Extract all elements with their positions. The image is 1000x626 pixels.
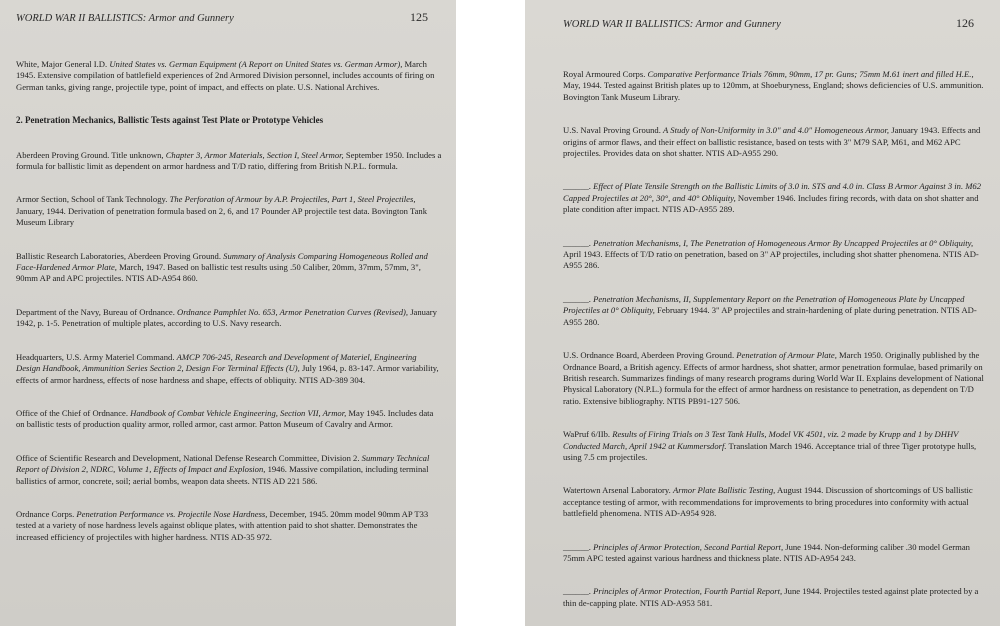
entry-title: Armor Plate Ballistic Testing, [672,485,776,496]
entry-description: March 1945. Extensive compilation of battlefield experiences of 2nd Armored Division personnel, includes accounts of firing on German tanks, giving range, projectile type, point of impact, and effects on plate. U.S. National Archives. [16,59,435,92]
entry-author: U.S. Naval Proving Ground. [563,125,661,136]
running-title: WORLD WAR II BALLISTICS: Armor and Gunnery [563,19,781,30]
bibliography-entry [16,408,442,431]
entry-title: Penetration of Armour Plate, [736,350,837,361]
bibliography-entry [16,150,442,173]
entry-author: WaPruf 6/IIb. [563,429,611,440]
section-heading: 2. Penetration Mechanics, Ballistic Tests against Test Plate or Prototype Vehicles [16,115,324,126]
entry-title: Results of Firing Trials on 3 Test Tank Hulls, Model VK 4501, viz. 2 made by Krupp and 1 by DHHV Conducted March, April 1942 at Kummersdorf. [563,429,959,451]
entry-description: March 1950. Originally published by the Ordnance Board, a British agency. Effects of armor hardness, shot shatter, armor penetration formulae, based primarily on British research. Summarizes findings of many research programs during World War II. Explains development of National Physical Laboratory (N.P.L.) formula for the effect of armor hardness on resistance to penetration, as dependent on T/D ratio. Extensive bibliography. NTIS PB91-127 506. [563,350,984,406]
entry-title: Principles of Armor Protection, Fourth Partial Report, [593,586,783,597]
bibliography-entry [563,586,988,609]
page-number: 126 [956,16,974,30]
entry-description: December, 1945. 20mm model 90mm AP T33 tested at a variety of nose hardness levels against oblique plates, with attention paid to shot shatter. Demonstrates the increased efficiency of projectiles with higher hardness. NTIS AD-35 972. [16,508,429,542]
entry-author: Royal Armoured Corps. [563,69,646,79]
entry-author: Headquarters, U.S. Army Materiel Command. [16,351,175,362]
entry-author: ______. [563,293,591,304]
running-header [563,16,988,31]
entry-title: Penetration Performance vs. Projectile Nose Hardness, [76,508,268,519]
entry-title: Summary of Analysis Comparing Homogeneous Rolled and Face-Hardened Armor Plate, [16,250,428,273]
bibliography-entry [563,125,988,159]
entry-description: March, 1947. Based on ballistic test results using .50 Caliber, 20mm, 37mm, 57mm, 3", 90mm AP and APC projectiles. NTIS AD-A954 860. [16,262,421,284]
entry-author: Office of the Chief of Ordnance. [16,407,128,418]
bibliography-entry [563,69,988,103]
bibliography-list [563,69,988,609]
entry-author: ______. [563,586,591,597]
entry-author: ______. [563,541,591,552]
entry-author: ______. [563,181,591,192]
bibliography-entry [16,509,442,543]
left-page [0,0,456,626]
entry-title: Summary Technical Report of Division 2, NDRC, Volume 1, Effects of Impact and Explosion, [16,452,430,475]
bibliography-list [16,59,442,543]
bibliography-entry [16,251,442,285]
running-header [16,10,442,25]
bibliography-entry [563,542,988,565]
entry-author: U.S. Ordnance Board, Aberdeen Proving Ground. [563,350,735,361]
bibliography-entry [563,294,988,328]
entry-author: White, Major General I.D. [16,59,108,69]
entry-author: Watertown Arsenal Laboratory. [563,485,671,496]
entry-description: April 1943. Effects of T/D ratio on penetration, based on 3" AP projectiles, including shot shatter phenomena. NTIS AD-A955 286. [563,249,979,271]
bibliography-entry [16,59,442,93]
bibliography-entry [563,350,988,407]
entry-description: 1946. Massive compilation, including terminal ballistics of armor, concrete, soil; aerial bombs, weapon data sheets. NTIS AD 221 586. [16,464,429,486]
bibliography-entry [16,453,442,487]
entry-description: January 1943. Effects and origins of armor flaws, and their effect on ballistic resistance, based on tests with 3" M79 SAP, M61, and M62 APC projectiles. Provides data on shot shatter. NTIS AD-A955 290. [563,125,981,159]
entry-description: August 1944. Discussion of shortcomings of US ballistic acceptance testing of armor, with recommendations for improvements to bring procedures into conformity with actual battlefield phenomena. NTIS AD-A954 928. [563,485,973,519]
entry-author: Office of Scientific Research and Development, National Defense Research Committee, Division 2. [16,452,360,463]
entry-title: The Perforation of Armour by A.P. Projectiles, Part 1, Steel Projectiles, [169,194,416,205]
bibliography-entry [16,194,442,228]
entry-description: May 1945. Includes data on ballistic tests of production quality armor, rolled armor, cast armor. Patton Museum of Cavalry and Armor. [16,407,434,430]
entry-author: Ordnance Corps. [16,508,75,519]
entry-title: Principles of Armor Protection, Second Partial Report, [593,541,784,552]
bibliography-entry [563,181,988,215]
entry-title: Effect of Plate Tensile Strength on the Ballistic Limits of 3.0 in. STS and 4.0 in. Class B Armor Against 3 in. M62 Capped Projectiles at 20°, 30°, and 40° Obliquity, [563,181,982,203]
entry-description: September 1950. Includes a formula for ballistic limit as dependent on armor hardness and T/D ratio, differing from British N.P.L. formula. [16,149,442,172]
entry-description: June 1944. Projectiles tested against plate protected by a thin de-capping plate. NTIS AD-A953 581. [563,586,979,608]
entry-description: July 1964, p. 83-147. Armor variability, effects of armor hardness, effects of nose hardness and shape, effects of obliquity. NTIS AD-389 304. [16,363,439,385]
entry-author: ______. [563,237,591,248]
entry-description: January, 1944. Derivation of penetration formula based on 2, 6, and 17 Pounder AP projectile test data. Bovington Tank Museum Library [16,205,428,228]
entry-description: May, 1944. Tested against British plates up to 120mm, at Shoeburyness, England; shows deficiencies of U.S. ammunition. Bovington Tank Museum Library. [563,80,984,102]
entry-author: Ballistic Research Laboratories, Aberdeen Proving Ground. [16,250,221,261]
running-title: WORLD WAR II BALLISTICS: Armor and Gunnery [16,13,234,24]
bibliography-entry [16,352,442,386]
entry-title: Handbook of Combat Vehicle Engineering, Section VII, Armor, [130,407,347,418]
entry-author: Department of the Navy, Bureau of Ordnance. [16,306,175,317]
entry-description: November 1946. Includes firing records, with data on shot shatter and plate condition after impact. NTIS AD-A955 289. [563,192,979,215]
entry-title: Comparative Performance Trials 76mm, 90mm, 17 pr. Guns; 75mm M.61 inert and filled H.E., [647,69,974,79]
entry-title: Penetration Mechanisms, II, Supplementary Report on the Penetration of Homogeneous Plate by Uncapped Projectiles at 0° Obliquity, [563,293,965,316]
entry-title: Chapter 3, Armor Materials, Section I, Steel Armor, [165,149,344,160]
entry-description: Translation March 1946. Acceptance trial of three Tiger prototype hulls, using 7.5 cm projectiles. [563,440,977,462]
right-page [525,0,1000,626]
entry-title: United States vs. German Equipment (A Report on United States vs. German Armor), [109,59,403,69]
bibliography-entry [563,485,988,519]
entry-title: AMCP 706-245, Research and Development of Materiel, Engineering Design Handbook, Ammunition Series Section 2, Design For Terminal Effects (U), [16,351,417,374]
bibliography-entry [16,307,442,330]
entry-description: February 1944. 3" AP projectiles and strain-hardening of plate during penetration. NTIS AD-A955 280. [563,305,977,327]
bibliography-entry [563,238,988,272]
entry-description: June 1944. Non-deforming caliber .30 model German 75mm APC tested against various hardness and thickness plate. NTIS AD-A954 243. [563,541,970,563]
page-gutter [456,0,525,626]
entry-title: Ordnance Pamphlet No. 653, Armor Penetration Curves (Revised), [177,306,409,317]
entry-author: Aberdeen Proving Ground. Title unknown, [16,149,164,160]
entry-title: A Study of Non-Uniformity in 3.0" and 4.0" Homogeneous Armor, [663,125,890,136]
bibliography-entry [563,429,988,463]
page-number: 125 [410,10,428,24]
entry-author: Armor Section, School of Tank Technology. [16,194,168,205]
entry-description: January 1942, p. 1-5. Penetration of multiple plates, according to U.S. Navy research. [16,306,437,329]
entry-title: Penetration Mechanisms, I, The Penetration of Homogeneous Armor By Uncapped Projectiles at 0° Obliquity, [593,237,974,248]
